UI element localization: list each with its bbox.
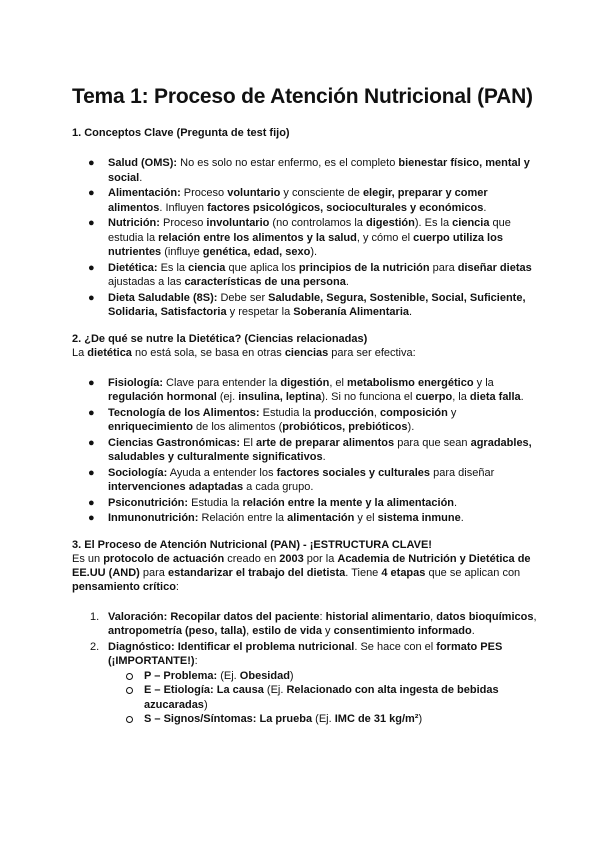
- bold-text: digestión: [365, 217, 415, 229]
- text-run: creado en: [224, 552, 280, 565]
- list-item: [72, 216, 540, 260]
- item-label: Salud (OMS):: [108, 157, 178, 169]
- bold-text: La causa: [216, 684, 264, 696]
- bold-text: alimentación: [287, 512, 355, 524]
- text-run: de los alimentos (: [192, 421, 283, 433]
- section-heading: 2. ¿De qué se nutre la Dietética? (Ciencias relacionadas): [72, 332, 368, 345]
- bold-text: ciencias: [284, 346, 329, 359]
- bullet-icon: ●: [88, 406, 95, 419]
- bold-text: voluntario: [227, 187, 281, 199]
- text-run: .: [460, 512, 464, 524]
- hollow-bullet-icon: [126, 673, 133, 680]
- numbered-list: [72, 610, 540, 727]
- item-label: Dietética:: [108, 261, 158, 274]
- text-run: (Ej.: [312, 713, 335, 725]
- text-run: .: [322, 451, 326, 463]
- text-run: ): [418, 713, 423, 725]
- text-run: (influye: [161, 246, 203, 258]
- item-label: Ciencias Gastronómicas:: [108, 436, 241, 449]
- text-run: :: [175, 580, 179, 593]
- text-run: , el: [329, 376, 348, 389]
- bold-text: elegir, preparar y comer alimentos: [108, 187, 488, 214]
- list-item: [72, 436, 540, 465]
- bold-text: ciencia: [452, 217, 490, 229]
- text-run: . Se hace con el: [354, 640, 437, 653]
- text-run: para: [139, 566, 168, 579]
- section-heading: 3. El Proceso de Atención Nutricional (PAN) - ¡ESTRUCTURA CLAVE!: [72, 538, 432, 551]
- text-run: (ej.: [216, 391, 239, 403]
- bold-text: Soberanía Alimentaria: [293, 306, 409, 318]
- bold-text: protocolo de actuación: [103, 552, 225, 565]
- text-run: (Ej.: [217, 669, 240, 682]
- bold-text: involuntario: [206, 217, 270, 229]
- text-run: que se aplican con: [425, 566, 521, 579]
- bold-text: pensamiento crítico: [72, 580, 176, 593]
- bold-text: La prueba: [259, 713, 313, 725]
- text-run: No es solo no estar enfermo, es el completo: [177, 157, 399, 169]
- list-item: [72, 496, 540, 511]
- text-run: Relación entre la: [198, 512, 288, 524]
- text-run: y respetar la: [226, 306, 294, 318]
- text-run: ).: [407, 421, 415, 433]
- bold-text: digestión: [280, 376, 330, 389]
- bullet-icon: ●: [88, 157, 95, 169]
- bold-text: agradables, saludables y culturalmente significativos: [108, 436, 532, 463]
- bold-text: arte de preparar alimentos: [255, 436, 395, 449]
- text-run: (Ej.: [263, 684, 287, 696]
- text-run: a cada grupo.: [243, 481, 314, 493]
- bold-text: datos bioquímicos: [436, 610, 534, 623]
- bullet-icon: ●: [88, 261, 95, 274]
- section-intro: [72, 552, 540, 594]
- bold-text: principios de la nutrición: [298, 261, 430, 274]
- text-run: Debe ser: [217, 291, 269, 304]
- text-run: que aplica los: [225, 261, 299, 274]
- text-run: :: [319, 610, 326, 623]
- bold-text: 2003: [279, 552, 304, 565]
- item-label: Fisiología:: [108, 376, 163, 389]
- item-label: E – Etiología:: [144, 684, 214, 696]
- bold-text: genética, edad, sexo: [202, 246, 311, 258]
- text-run: .: [454, 496, 458, 509]
- text-run: .: [520, 391, 524, 403]
- text-run: .: [409, 306, 413, 318]
- text-run: :: [194, 655, 198, 667]
- text-run: .: [483, 201, 487, 214]
- bullet-icon: ●: [88, 376, 95, 389]
- text-run: ): [203, 698, 208, 711]
- bold-text: producción: [314, 406, 374, 419]
- bullet-list: [72, 376, 540, 526]
- bold-text: ciencia: [188, 261, 226, 274]
- text-run: Es un: [72, 552, 104, 565]
- page-title: Tema 1: Proceso de Atención Nutricional (PAN): [72, 85, 533, 108]
- text-run: . Influyen: [159, 201, 208, 214]
- bold-text: características de una persona: [184, 276, 346, 288]
- bold-text: cuerpo: [415, 391, 453, 403]
- text-run: y consciente de: [280, 187, 363, 199]
- text-run: ajustadas a las: [108, 276, 185, 288]
- text-run: para que sean: [394, 436, 471, 449]
- bold-text: diseñar dietas: [457, 261, 532, 274]
- bold-text: regulación hormonal: [108, 391, 217, 403]
- item-label: Diagnóstico:: [108, 640, 175, 653]
- list-item: [72, 261, 540, 290]
- item-label: Tecnología de los Alimentos:: [108, 406, 260, 419]
- text-run: La: [72, 346, 88, 359]
- section-heading: 1. Conceptos Clave (Pregunta de test fijo): [72, 127, 290, 139]
- bold-text: bienestar físico, mental y social: [108, 157, 530, 184]
- text-run: Ayuda a entender los: [167, 466, 277, 479]
- list-item: [72, 291, 540, 320]
- bold-text: cuerpo utiliza los nutrientes: [108, 231, 503, 258]
- list-item: [72, 511, 540, 526]
- item-label: Inmunonutrición:: [108, 512, 199, 524]
- text-run: que estudia la: [108, 217, 511, 244]
- text-run: , y cómo el: [356, 231, 414, 244]
- bold-text: dieta falla: [469, 391, 521, 403]
- list-item: [72, 466, 540, 495]
- item-label: P – Problema:: [144, 669, 218, 682]
- text-run: ,: [373, 406, 381, 419]
- text-run: y la: [473, 376, 494, 389]
- numbered-item: [72, 640, 540, 727]
- bold-text: insulina, leptina: [238, 391, 322, 403]
- bullet-list: [72, 156, 540, 320]
- list-item: [72, 156, 540, 185]
- numbered-item: [72, 610, 540, 639]
- text-run: ,: [246, 625, 253, 637]
- bullet-icon: ●: [88, 217, 95, 229]
- text-run: .: [471, 625, 475, 637]
- text-run: para: [429, 261, 458, 274]
- hollow-bullet-icon: [126, 716, 133, 723]
- bold-text: Identificar el problema nutricional: [177, 640, 355, 653]
- bullet-icon: ●: [88, 436, 95, 449]
- text-run: Proceso: [159, 217, 207, 229]
- text-run: ). Es la: [414, 217, 453, 229]
- bold-text: intervenciones adaptadas: [108, 481, 244, 493]
- text-run: por la: [303, 552, 338, 565]
- text-run: Proceso: [180, 187, 228, 199]
- bold-text: relación entre la mente y la alimentación: [242, 496, 455, 509]
- text-run: y: [321, 625, 334, 637]
- bold-text: antropometría (peso, talla): [108, 625, 247, 637]
- bold-text: estandarizar el trabajo del dietista: [167, 566, 346, 579]
- bullet-icon: ●: [88, 512, 95, 524]
- text-run: para diseñar: [430, 466, 495, 479]
- bold-text: historial alimentario: [325, 610, 431, 623]
- text-run: , la: [452, 391, 470, 403]
- bullet-icon: ●: [88, 187, 95, 199]
- bold-text: enriquecimiento: [108, 421, 193, 433]
- text-run: y: [447, 406, 457, 419]
- sub-list-item: [108, 669, 540, 684]
- item-label: Alimentación:: [108, 187, 181, 199]
- item-label: Valoración:: [108, 610, 168, 623]
- item-number: 2.: [90, 640, 100, 653]
- list-item: [72, 406, 540, 435]
- item-label: Nutrición:: [108, 217, 160, 229]
- list-item: [72, 376, 540, 405]
- bold-text: factores psicológicos, socioculturales y económicos: [207, 201, 484, 214]
- bold-text: factores sociales y culturales: [276, 466, 431, 479]
- text-run: ): [289, 669, 294, 682]
- bold-text: probióticos, prebióticos: [282, 421, 408, 433]
- text-run: ). Si no funciona el: [321, 391, 416, 403]
- bold-text: dietética: [87, 346, 132, 359]
- bold-text: Academia de Nutrición y Dietética de EE.UU (AND): [72, 552, 531, 579]
- bold-text: Obesidad: [239, 669, 290, 682]
- item-label: Sociología:: [108, 466, 168, 479]
- bold-text: metabolismo energético: [347, 376, 474, 389]
- text-run: Estudia la: [259, 406, 314, 419]
- text-run: .: [139, 171, 143, 184]
- sub-list-item: [108, 683, 540, 712]
- bold-text: 4 etapas: [381, 566, 426, 579]
- text-run: ,: [533, 610, 537, 623]
- document-body: [72, 126, 540, 727]
- bold-text: composición: [380, 406, 448, 419]
- bullet-icon: ●: [88, 291, 95, 304]
- bold-text: consentimiento informado: [333, 625, 472, 637]
- bold-text: Relacionado con alta ingesta de bebidas azucaradas: [144, 684, 499, 711]
- bold-text: relación entre los alimentos y la salud: [158, 231, 357, 244]
- bold-text: estilo de vida: [252, 625, 322, 637]
- text-run: Es la: [157, 261, 189, 274]
- sub-list-item: [108, 712, 540, 727]
- hollow-bullet-icon: [126, 687, 133, 694]
- bold-text: IMC de 31 kg/m²: [334, 713, 419, 725]
- bold-text: Recopilar datos del paciente: [170, 610, 320, 623]
- text-run: . Tiene: [345, 566, 382, 579]
- list-item: [72, 186, 540, 215]
- bold-text: Saludable, Segura, Sostenible, Social, Suficiente, Solidaria, Satisfactoria: [108, 291, 526, 318]
- item-label: Dieta Saludable (8S):: [108, 291, 218, 304]
- text-run: El: [240, 436, 256, 449]
- text-run: y el: [354, 512, 378, 524]
- text-run: ,: [430, 610, 437, 623]
- text-run: (no controlamos la: [269, 217, 366, 229]
- item-label: S – Signos/Síntomas:: [144, 713, 257, 725]
- text-run: .: [345, 276, 349, 288]
- section-intro: [72, 346, 540, 360]
- bullet-icon: ●: [88, 466, 95, 479]
- text-run: ).: [310, 246, 318, 258]
- text-run: Estudia la: [188, 496, 243, 509]
- text-run: no está sola, se basa en otras: [131, 346, 285, 359]
- sub-list: [108, 669, 540, 727]
- bullet-icon: ●: [88, 496, 95, 509]
- bold-text: sistema inmune: [377, 512, 461, 524]
- bold-text: formato PES (¡IMPORTANTE!): [108, 640, 503, 667]
- text-run: Clave para entender la: [163, 376, 281, 389]
- item-label: Psiconutrición:: [108, 496, 189, 509]
- item-number: 1.: [90, 610, 100, 623]
- text-run: para ser efectiva:: [328, 346, 416, 359]
